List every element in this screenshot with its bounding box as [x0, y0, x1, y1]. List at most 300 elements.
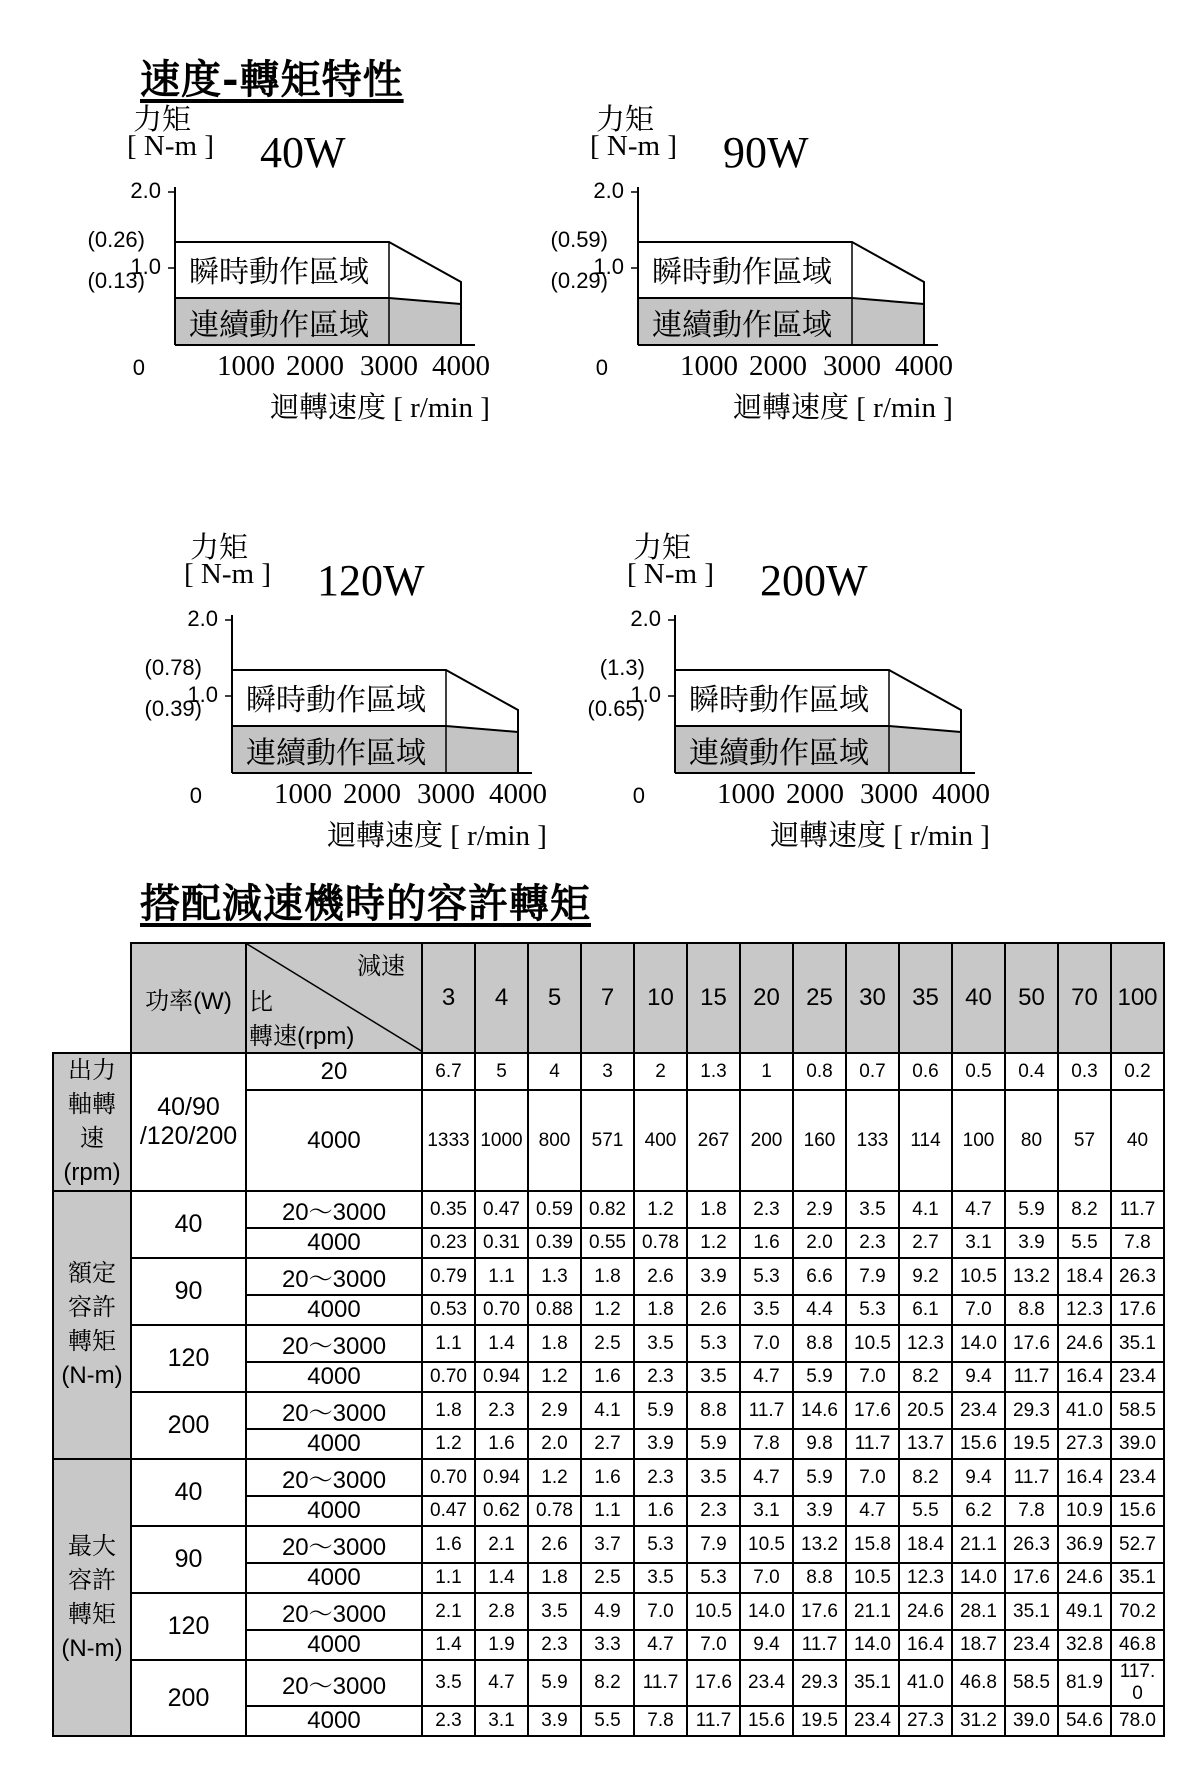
- speed-cell: 4000: [246, 1630, 422, 1660]
- origin-label: 0: [132, 355, 145, 380]
- value-cell: 3.9: [1005, 1228, 1058, 1258]
- value-cell: 200: [740, 1090, 793, 1191]
- y-axis-unit: [ N-m ]: [590, 130, 677, 162]
- x-axis-title: 迴轉速度 [ r/min ]: [327, 820, 547, 852]
- value-cell: 1.3: [687, 1053, 740, 1090]
- value-cell: 19.5: [793, 1706, 846, 1736]
- value-cell: 1.8: [422, 1392, 475, 1429]
- ratio-header-25: 25: [793, 943, 846, 1053]
- value-cell: 46.8: [1111, 1630, 1164, 1660]
- value-cell: 39.0: [1111, 1429, 1164, 1459]
- value-cell: 2.9: [528, 1392, 581, 1429]
- value-cell: 5.9: [793, 1362, 846, 1392]
- ratio-header-30: 30: [846, 943, 899, 1053]
- value-cell: 9.8: [793, 1429, 846, 1459]
- value-cell: 1: [740, 1053, 793, 1090]
- value-cell: 2.3: [846, 1228, 899, 1258]
- value-cell: 2.7: [899, 1228, 952, 1258]
- value-cell: 81.9: [1058, 1660, 1111, 1706]
- value-cell: 1.8: [528, 1563, 581, 1593]
- value-cell: 0.78: [528, 1496, 581, 1526]
- value-cell: 5.5: [581, 1706, 634, 1736]
- peak-torque-value: (0.59): [550, 227, 608, 252]
- value-cell: 1.4: [422, 1630, 475, 1660]
- speed-cell: 20: [246, 1053, 422, 1090]
- value-cell: 2.3: [475, 1392, 528, 1429]
- value-cell: 15.6: [1111, 1496, 1164, 1526]
- header-ratio-speed: [246, 943, 422, 1053]
- value-cell: 4.7: [634, 1630, 687, 1660]
- peak-region-label: 瞬時動作區域: [652, 255, 832, 290]
- value-cell: 7.0: [740, 1563, 793, 1593]
- speed-cell: 20～3000: [246, 1526, 422, 1563]
- value-cell: 0.47: [422, 1496, 475, 1526]
- value-cell: 15.6: [740, 1706, 793, 1736]
- value-cell: 23.4: [1111, 1362, 1164, 1392]
- value-cell: 1.6: [740, 1228, 793, 1258]
- value-cell: 23.4: [952, 1392, 1005, 1429]
- value-cell: 8.8: [793, 1563, 846, 1593]
- value-cell: 28.1: [952, 1593, 1005, 1630]
- ratio-header-4: 4: [475, 943, 528, 1053]
- value-cell: 1.2: [528, 1459, 581, 1496]
- value-cell: 8.2: [899, 1459, 952, 1496]
- speed-cell: 4000: [246, 1429, 422, 1459]
- value-cell: 4.7: [846, 1496, 899, 1526]
- y-tick-label-2: 2.0: [130, 178, 161, 203]
- value-cell: 4: [528, 1053, 581, 1090]
- value-cell: 26.3: [1005, 1526, 1058, 1563]
- value-cell: 5.9: [1005, 1191, 1058, 1228]
- value-cell: 78.0: [1111, 1706, 1164, 1736]
- value-cell: 18.4: [1058, 1258, 1111, 1295]
- speed-cell: 4000: [246, 1228, 422, 1258]
- value-cell: 16.4: [1058, 1459, 1111, 1496]
- value-cell: 23.4: [1005, 1630, 1058, 1660]
- value-cell: 23.4: [1111, 1459, 1164, 1496]
- value-cell: 17.6: [1005, 1325, 1058, 1362]
- y-axis-title: 力矩: [633, 532, 692, 564]
- value-cell: 11.7: [740, 1392, 793, 1429]
- value-cell: 5.5: [1058, 1228, 1111, 1258]
- value-cell: 0.59: [528, 1191, 581, 1228]
- value-cell: 0.39: [528, 1228, 581, 1258]
- motor-wattage: 120W: [317, 556, 425, 605]
- value-cell: 1000: [475, 1090, 528, 1191]
- value-cell: 8.8: [1005, 1295, 1058, 1325]
- value-cell: 7.9: [846, 1258, 899, 1295]
- x-axis-title: 迴轉速度 [ r/min ]: [733, 392, 953, 424]
- value-cell: 0.53: [422, 1295, 475, 1325]
- value-cell: 70.2: [1111, 1593, 1164, 1630]
- value-cell: 2.7: [581, 1429, 634, 1459]
- ratio-header-3: 3: [422, 943, 475, 1053]
- peak-torque-value: (0.26): [87, 227, 145, 252]
- value-cell: 114: [899, 1090, 952, 1191]
- value-cell: 3.9: [687, 1258, 740, 1295]
- value-cell: 8.2: [899, 1362, 952, 1392]
- value-cell: 27.3: [1058, 1429, 1111, 1459]
- value-cell: 17.6: [687, 1660, 740, 1706]
- y-axis-unit: [ N-m ]: [127, 130, 214, 162]
- header-speed-label: 轉速(rpm): [249, 1023, 355, 1050]
- value-cell: 2.6: [634, 1258, 687, 1295]
- value-cell: 4.4: [793, 1295, 846, 1325]
- allowable-torque-table: [52, 942, 1165, 1737]
- value-cell: 9.4: [952, 1362, 1005, 1392]
- value-cell: 3: [581, 1053, 634, 1090]
- table-row: [53, 1392, 1164, 1429]
- value-cell: 1.4: [475, 1563, 528, 1593]
- x-tick-label-3000: 3000: [860, 778, 918, 810]
- value-cell: 1.8: [687, 1191, 740, 1228]
- value-cell: 15.6: [952, 1429, 1005, 1459]
- ratio-header-50: 50: [1005, 943, 1058, 1053]
- origin-label: 0: [595, 355, 608, 380]
- value-cell: 0.94: [475, 1362, 528, 1392]
- value-cell: 2.5: [581, 1325, 634, 1362]
- value-cell: 17.6: [1005, 1563, 1058, 1593]
- table-header-row: [53, 943, 1164, 1053]
- value-cell: 26.3: [1111, 1258, 1164, 1295]
- value-cell: 29.3: [1005, 1392, 1058, 1429]
- value-cell: 1.6: [475, 1429, 528, 1459]
- origin-label: 0: [189, 783, 202, 808]
- speed-cell: 20～3000: [246, 1191, 422, 1228]
- x-tick-label-2000: 2000: [286, 350, 344, 382]
- value-cell: 32.8: [1058, 1630, 1111, 1660]
- value-cell: 2.3: [687, 1496, 740, 1526]
- x-axis-title: 迴轉速度 [ r/min ]: [270, 392, 490, 424]
- value-cell: 0.78: [634, 1228, 687, 1258]
- value-cell: 16.4: [1058, 1362, 1111, 1392]
- value-cell: 10.5: [740, 1526, 793, 1563]
- value-cell: 7.8: [634, 1706, 687, 1736]
- value-cell: 1333: [422, 1090, 475, 1191]
- value-cell: 133: [846, 1090, 899, 1191]
- continuous-region-label: 連續動作區域: [189, 308, 369, 343]
- speed-cell: 4000: [246, 1362, 422, 1392]
- value-cell: 2: [634, 1053, 687, 1090]
- value-cell: 1.2: [634, 1191, 687, 1228]
- value-cell: 5.3: [740, 1258, 793, 1295]
- value-cell: 31.2: [952, 1706, 1005, 1736]
- value-cell: 0.70: [422, 1459, 475, 1496]
- value-cell: 3.5: [634, 1563, 687, 1593]
- value-cell: 2.3: [634, 1459, 687, 1496]
- value-cell: 0.62: [475, 1496, 528, 1526]
- value-cell: 10.5: [687, 1593, 740, 1630]
- y-tick-label-2: 2.0: [187, 606, 218, 631]
- value-cell: 20.5: [899, 1392, 952, 1429]
- value-cell: 2.1: [475, 1526, 528, 1563]
- value-cell: 21.1: [952, 1526, 1005, 1563]
- value-cell: 49.1: [1058, 1593, 1111, 1630]
- value-cell: 9.4: [740, 1630, 793, 1660]
- speed-cell: 4000: [246, 1496, 422, 1526]
- value-cell: 54.6: [1058, 1706, 1111, 1736]
- value-cell: 2.0: [793, 1228, 846, 1258]
- ratio-header-5: 5: [528, 943, 581, 1053]
- value-cell: 5.5: [899, 1496, 952, 1526]
- speed-cell: 20～3000: [246, 1325, 422, 1362]
- value-cell: 7.0: [687, 1630, 740, 1660]
- x-tick-label-3000: 3000: [823, 350, 881, 382]
- x-tick-label-4000: 4000: [932, 778, 990, 810]
- value-cell: 7.9: [687, 1526, 740, 1563]
- x-axis-title: 迴轉速度 [ r/min ]: [770, 820, 990, 852]
- table-row: [53, 1325, 1164, 1362]
- y-axis-title: 力矩: [190, 532, 249, 564]
- group-rated-torque: 額定 容許 轉矩 (N-m): [53, 1191, 131, 1459]
- table-row: [53, 1660, 1164, 1706]
- value-cell: 0.94: [475, 1459, 528, 1496]
- rated-torque-value: (0.13): [87, 268, 145, 293]
- value-cell: 11.7: [1111, 1191, 1164, 1228]
- value-cell: 10.5: [846, 1325, 899, 1362]
- value-cell: 39.0: [1005, 1706, 1058, 1736]
- value-cell: 6.7: [422, 1053, 475, 1090]
- value-cell: 14.6: [793, 1392, 846, 1429]
- value-cell: 2.3: [634, 1362, 687, 1392]
- value-cell: 35.1: [846, 1660, 899, 1706]
- power-cell-200: 200: [131, 1392, 246, 1459]
- value-cell: 7.8: [1005, 1496, 1058, 1526]
- value-cell: 1.8: [581, 1258, 634, 1295]
- value-cell: 14.0: [740, 1593, 793, 1630]
- value-cell: 11.7: [634, 1660, 687, 1706]
- y-tick-label-1: 1.0: [130, 254, 161, 279]
- value-cell: 4.1: [581, 1392, 634, 1429]
- value-cell: 80: [1005, 1090, 1058, 1191]
- value-cell: 5.3: [634, 1526, 687, 1563]
- speed-cell: 20～3000: [246, 1593, 422, 1630]
- value-cell: 3.9: [528, 1706, 581, 1736]
- value-cell: 7.0: [740, 1325, 793, 1362]
- value-cell: 1.2: [528, 1362, 581, 1392]
- value-cell: 0.70: [475, 1295, 528, 1325]
- value-cell: 1.2: [581, 1295, 634, 1325]
- value-cell: 8.8: [793, 1325, 846, 1362]
- value-cell: 3.9: [634, 1429, 687, 1459]
- x-tick-label-1000: 1000: [717, 778, 775, 810]
- value-cell: 27.3: [899, 1706, 952, 1736]
- value-cell: 12.3: [899, 1563, 952, 1593]
- value-cell: 7.0: [846, 1459, 899, 1496]
- value-cell: 3.5: [740, 1295, 793, 1325]
- header-ratio-label-2: 比: [249, 989, 273, 1016]
- value-cell: 58.5: [1111, 1392, 1164, 1429]
- value-cell: 2.5: [581, 1563, 634, 1593]
- value-cell: 1.3: [528, 1258, 581, 1295]
- value-cell: 3.1: [952, 1228, 1005, 1258]
- motor-wattage: 40W: [260, 128, 346, 177]
- value-cell: 0.5: [952, 1053, 1005, 1090]
- output-power-models: 40/90 /120/200: [131, 1053, 246, 1191]
- value-cell: 11.7: [1005, 1362, 1058, 1392]
- motor-wattage: 90W: [723, 128, 809, 177]
- speed-cell: 4000: [246, 1706, 422, 1736]
- power-cell-120: 120: [131, 1325, 246, 1392]
- power-cell-90: 90: [131, 1526, 246, 1593]
- value-cell: 0.88: [528, 1295, 581, 1325]
- y-axis-title: 力矩: [133, 104, 192, 136]
- value-cell: 13.2: [793, 1526, 846, 1563]
- value-cell: 17.6: [793, 1593, 846, 1630]
- origin-label: 0: [632, 783, 645, 808]
- speed-cell: 4000: [246, 1295, 422, 1325]
- value-cell: 3.5: [422, 1660, 475, 1706]
- value-cell: 5: [475, 1053, 528, 1090]
- value-cell: 19.5: [1005, 1429, 1058, 1459]
- value-cell: 41.0: [899, 1660, 952, 1706]
- value-cell: 5.3: [687, 1563, 740, 1593]
- header-ratio-label: 減速: [357, 953, 405, 980]
- value-cell: 35.1: [1005, 1593, 1058, 1630]
- value-cell: 3.1: [475, 1706, 528, 1736]
- value-cell: 13.2: [1005, 1258, 1058, 1295]
- section-title-allowable-torque: 搭配減速機時的容許轉矩: [140, 880, 591, 927]
- value-cell: 4.1: [899, 1191, 952, 1228]
- table-row: [53, 1459, 1164, 1496]
- continuous-region-label: 連續動作區域: [689, 736, 869, 771]
- header-diagonal-cell: [247, 944, 421, 1052]
- table-row: [53, 1593, 1164, 1630]
- value-cell: 5.9: [528, 1660, 581, 1706]
- value-cell: 571: [581, 1090, 634, 1191]
- value-cell: 1.4: [475, 1325, 528, 1362]
- x-tick-label-1000: 1000: [217, 350, 275, 382]
- speed-cell: 20～3000: [246, 1258, 422, 1295]
- value-cell: 8.2: [581, 1660, 634, 1706]
- value-cell: 40: [1111, 1090, 1164, 1191]
- x-tick-label-2000: 2000: [749, 350, 807, 382]
- value-cell: 7.8: [1111, 1228, 1164, 1258]
- x-tick-label-1000: 1000: [274, 778, 332, 810]
- x-tick-label-3000: 3000: [360, 350, 418, 382]
- y-tick-label-1: 1.0: [187, 682, 218, 707]
- rated-torque-value: (0.29): [550, 268, 608, 293]
- x-tick-label-3000: 3000: [417, 778, 475, 810]
- value-cell: 7.0: [846, 1362, 899, 1392]
- value-cell: 12.3: [899, 1325, 952, 1362]
- power-cell-90: 90: [131, 1258, 246, 1325]
- value-cell: 11.7: [846, 1429, 899, 1459]
- ratio-header-7: 7: [581, 943, 634, 1053]
- speed-torque-chart-90w: [548, 105, 1008, 435]
- value-cell: 1.1: [422, 1563, 475, 1593]
- value-cell: 2.3: [528, 1630, 581, 1660]
- y-axis-unit: [ N-m ]: [627, 558, 714, 590]
- value-cell: 12.3: [1058, 1295, 1111, 1325]
- value-cell: 24.6: [899, 1593, 952, 1630]
- value-cell: 23.4: [846, 1706, 899, 1736]
- value-cell: 0.55: [581, 1228, 634, 1258]
- value-cell: 11.7: [1005, 1459, 1058, 1496]
- value-cell: 1.1: [422, 1325, 475, 1362]
- value-cell: 18.7: [952, 1630, 1005, 1660]
- value-cell: 3.5: [846, 1191, 899, 1228]
- rated-torque-value: (0.65): [587, 696, 645, 721]
- value-cell: 117. 0: [1111, 1660, 1164, 1706]
- value-cell: 23.4: [740, 1660, 793, 1706]
- value-cell: 1.2: [422, 1429, 475, 1459]
- speed-cell: 4000: [246, 1090, 422, 1191]
- speed-torque-chart-200w: [585, 533, 1045, 863]
- value-cell: 58.5: [1005, 1660, 1058, 1706]
- value-cell: 17.6: [846, 1392, 899, 1429]
- value-cell: 10.9: [1058, 1496, 1111, 1526]
- value-cell: 1.1: [581, 1496, 634, 1526]
- value-cell: 14.0: [952, 1325, 1005, 1362]
- value-cell: 7.0: [634, 1593, 687, 1630]
- value-cell: 3.5: [528, 1593, 581, 1630]
- peak-region-label: 瞬時動作區域: [689, 683, 869, 718]
- value-cell: 1.8: [634, 1295, 687, 1325]
- value-cell: 3.9: [793, 1496, 846, 1526]
- continuous-region-label: 連續動作區域: [652, 308, 832, 343]
- value-cell: 4.7: [740, 1362, 793, 1392]
- value-cell: 4.7: [740, 1459, 793, 1496]
- power-cell-200: 200: [131, 1660, 246, 1736]
- value-cell: 2.9: [793, 1191, 846, 1228]
- value-cell: 2.0: [528, 1429, 581, 1459]
- value-cell: 8.8: [687, 1392, 740, 1429]
- value-cell: 0.79: [422, 1258, 475, 1295]
- value-cell: 7.0: [952, 1295, 1005, 1325]
- value-cell: 18.4: [899, 1526, 952, 1563]
- ratio-header-100: 100: [1111, 943, 1164, 1053]
- speed-cell: 20～3000: [246, 1392, 422, 1429]
- y-axis-title: 力矩: [596, 104, 655, 136]
- value-cell: 1.6: [581, 1459, 634, 1496]
- value-cell: 11.7: [687, 1706, 740, 1736]
- value-cell: 1.2: [687, 1228, 740, 1258]
- speed-torque-chart-120w: [142, 533, 602, 863]
- value-cell: 4.7: [952, 1191, 1005, 1228]
- ratio-header-70: 70: [1058, 943, 1111, 1053]
- x-tick-label-2000: 2000: [786, 778, 844, 810]
- value-cell: 3.5: [634, 1325, 687, 1362]
- value-cell: 0.31: [475, 1228, 528, 1258]
- y-axis-unit: [ N-m ]: [184, 558, 271, 590]
- value-cell: 5.3: [846, 1295, 899, 1325]
- y-tick-label-2: 2.0: [593, 178, 624, 203]
- group-output-speed: 出力 軸轉 速 (rpm): [53, 1053, 131, 1191]
- value-cell: 6.1: [899, 1295, 952, 1325]
- rated-torque-value: (0.39): [144, 696, 202, 721]
- value-cell: 2.6: [687, 1295, 740, 1325]
- peak-region-label: 瞬時動作區域: [189, 255, 369, 290]
- peak-torque-value: (1.3): [599, 655, 645, 680]
- value-cell: 1.6: [422, 1526, 475, 1563]
- value-cell: 400: [634, 1090, 687, 1191]
- value-cell: 5.9: [634, 1392, 687, 1429]
- value-cell: 3.3: [581, 1630, 634, 1660]
- value-cell: 5.9: [793, 1459, 846, 1496]
- value-cell: 0.3: [1058, 1053, 1111, 1090]
- value-cell: 3.7: [581, 1526, 634, 1563]
- value-cell: 0.23: [422, 1228, 475, 1258]
- table-row: [53, 1191, 1164, 1228]
- value-cell: 1.6: [581, 1362, 634, 1392]
- value-cell: 10.5: [846, 1563, 899, 1593]
- value-cell: 100: [952, 1090, 1005, 1191]
- ratio-header-40: 40: [952, 943, 1005, 1053]
- y-tick-label-1: 1.0: [593, 254, 624, 279]
- value-cell: 800: [528, 1090, 581, 1191]
- speed-cell: 20～3000: [246, 1660, 422, 1706]
